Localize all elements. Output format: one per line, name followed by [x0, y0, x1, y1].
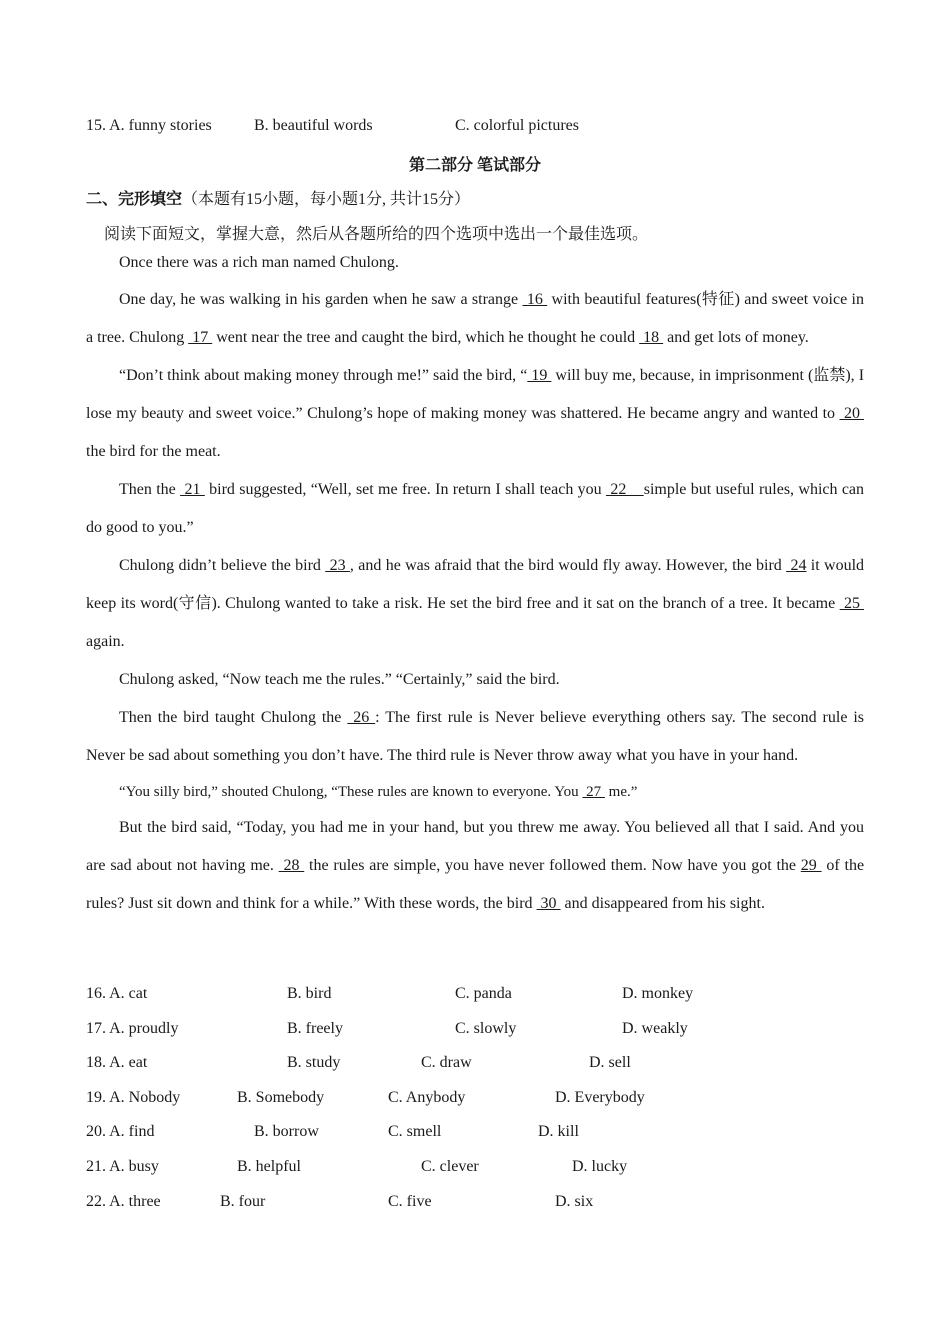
- blank-16: 16: [522, 291, 548, 308]
- passage-text: Chulong didn’t believe the bird: [119, 557, 326, 574]
- passage-text: , and he was afraid that the bird would fly away. However, the bird: [349, 557, 787, 574]
- passage-text: the bird for the meat.: [86, 443, 221, 460]
- passage-paragraph-4: [86, 471, 864, 547]
- section-title: 二、完形填空: [86, 191, 183, 208]
- blank-17: 17: [188, 329, 213, 346]
- q20-option-c: C. smell: [388, 1123, 442, 1140]
- q17-option-b: B. freely: [287, 1020, 343, 1037]
- q18-option-c: C. draw: [421, 1054, 472, 1071]
- q22-option-b: B. four: [220, 1193, 266, 1210]
- blank-29: 29: [800, 857, 822, 874]
- passage-text: with beautiful features(特征) and sweet voice in a tree. Chulong: [86, 291, 864, 346]
- passage-paragraph-8: [86, 775, 864, 809]
- blank-20: 20: [839, 405, 865, 422]
- passage-paragraph-6: [86, 661, 864, 699]
- blank-30: 30: [536, 895, 561, 912]
- blank-26: 26: [347, 709, 376, 726]
- q21-option-b: B. helpful: [237, 1158, 301, 1175]
- blank-22: 22: [606, 481, 644, 498]
- passage-text: Then the: [119, 481, 181, 498]
- passage-text: Chulong asked, “Now teach me the rules.” “Certainly,” said the bird.: [119, 671, 560, 688]
- passage-text: it would keep its word(守信). Chulong wanted to take a risk. He set the bird free and it sat on the branch of a tree. It became: [86, 557, 865, 612]
- q21-option-c: C. clever: [421, 1158, 479, 1175]
- passage-paragraph-3: [86, 357, 864, 471]
- passage-paragraph-2: [86, 281, 864, 357]
- q22-option-c: C. five: [388, 1193, 432, 1210]
- q18-option-d: D. sell: [589, 1054, 631, 1071]
- q20-option-b: B. borrow: [254, 1123, 319, 1140]
- passage-text: “You silly bird,” shouted Chulong, “These rules are known to everyone. You: [119, 784, 583, 800]
- passage-text: Then the bird taught Chulong the: [119, 709, 348, 726]
- q21-option-a: 21. A. busy: [86, 1158, 159, 1175]
- section-heading: [86, 186, 470, 209]
- q15-option-b: B. beautiful words: [254, 117, 373, 134]
- q19-option-a: 19. A. Nobody: [86, 1089, 181, 1106]
- q19-option-d: D. Everybody: [555, 1089, 645, 1106]
- q16-option-b: B. bird: [287, 985, 332, 1002]
- passage-text: “Don’t think about making money through me!” said the bird, “: [119, 367, 528, 384]
- q16-option-d: D. monkey: [622, 985, 694, 1002]
- q16-option-c: C. panda: [455, 985, 512, 1002]
- passage-text: : The first rule is Never believe everything others say. The second rule is Never be sad about something you don’t have. The third rule is Never throw away what you have in your hand.: [86, 709, 865, 764]
- passage-text: But the bird said, “Today, you had me in your hand, but you threw me away. You believed all that I said. And you are sad about not having me.: [86, 819, 864, 874]
- passage-text: Once there was a rich man named Chulong.: [119, 254, 399, 271]
- section-note: （本题有15小题，每小题1分, 共计15分）: [182, 191, 471, 208]
- blank-21: 21: [180, 481, 205, 498]
- question-17-options: [86, 1020, 864, 1040]
- passage-text: went near the tree and caught the bird, which he thought he could: [212, 329, 640, 346]
- question-18-options: [86, 1054, 864, 1074]
- question-19-options: [86, 1089, 864, 1109]
- passage-text: of the rules? Just sit down and think for a while.” With these words, the bird: [86, 857, 865, 912]
- q18-option-a: 18. A. eat: [86, 1054, 148, 1071]
- blank-19: 19: [527, 367, 552, 384]
- q22-option-a: 22. A. three: [86, 1193, 161, 1210]
- q21-option-d: D. lucky: [572, 1158, 628, 1175]
- part-title: 第二部分 笔试部分: [408, 157, 541, 174]
- q15-option-a: 15. A. funny stories: [86, 117, 212, 134]
- passage-text: and disappeared from his sight.: [560, 895, 765, 912]
- passage-text: One day, he was walking in his garden when he saw a strange: [119, 291, 523, 308]
- section-instruction: 阅读下面短文，掌握大意，然后从各题所给的四个选项中选出一个最佳选项。: [104, 226, 649, 243]
- passage-paragraph-7: [86, 699, 864, 775]
- passage-paragraph-9: [86, 809, 864, 923]
- passage-paragraph-1: [86, 245, 864, 281]
- passage-text: bird suggested, “Well, set me free. In return I shall teach you: [204, 481, 607, 498]
- q15-option-c: C. colorful pictures: [455, 117, 579, 134]
- q17-option-a: 17. A. proudly: [86, 1020, 179, 1037]
- question-21-options: [86, 1158, 864, 1178]
- blank-23: 23: [325, 557, 350, 574]
- q16-option-a: 16. A. cat: [86, 985, 148, 1002]
- q19-option-b: B. Somebody: [237, 1089, 325, 1106]
- blank-24: 24: [786, 557, 807, 574]
- question-22-options: [86, 1193, 864, 1213]
- blank-18: 18: [639, 329, 664, 346]
- q22-option-d: D. six: [555, 1193, 594, 1210]
- passage-text: simple but useful rules, which can do good to you.”: [86, 481, 865, 536]
- passage-text: will buy me, because, in imprisonment (监禁), I lose my beauty and sweet voice.” Chulong’s hope of making money was shattered. He became angry and wanted to: [86, 367, 865, 422]
- question-15-options: [86, 117, 864, 137]
- passage-paragraph-5: [86, 547, 864, 661]
- q20-option-d: D. kill: [538, 1123, 579, 1140]
- blank-25: 25: [839, 595, 864, 612]
- q19-option-c: C. Anybody: [388, 1089, 466, 1106]
- question-20-options: [86, 1123, 864, 1143]
- q20-option-a: 20. A. find: [86, 1123, 155, 1140]
- passage-text: the rules are simple, you have never followed them. Now have you got the: [304, 857, 801, 874]
- blank-27: 27: [582, 784, 605, 800]
- q17-option-d: D. weakly: [622, 1020, 688, 1037]
- blank-28: 28: [278, 857, 305, 874]
- q17-option-c: C. slowly: [455, 1020, 517, 1037]
- cloze-passage: [86, 245, 864, 923]
- passage-text: again.: [86, 633, 125, 650]
- q18-option-b: B. study: [287, 1054, 341, 1071]
- passage-text: me.”: [604, 784, 638, 800]
- passage-text: and get lots of money.: [663, 329, 809, 346]
- question-16-options: [86, 985, 864, 1005]
